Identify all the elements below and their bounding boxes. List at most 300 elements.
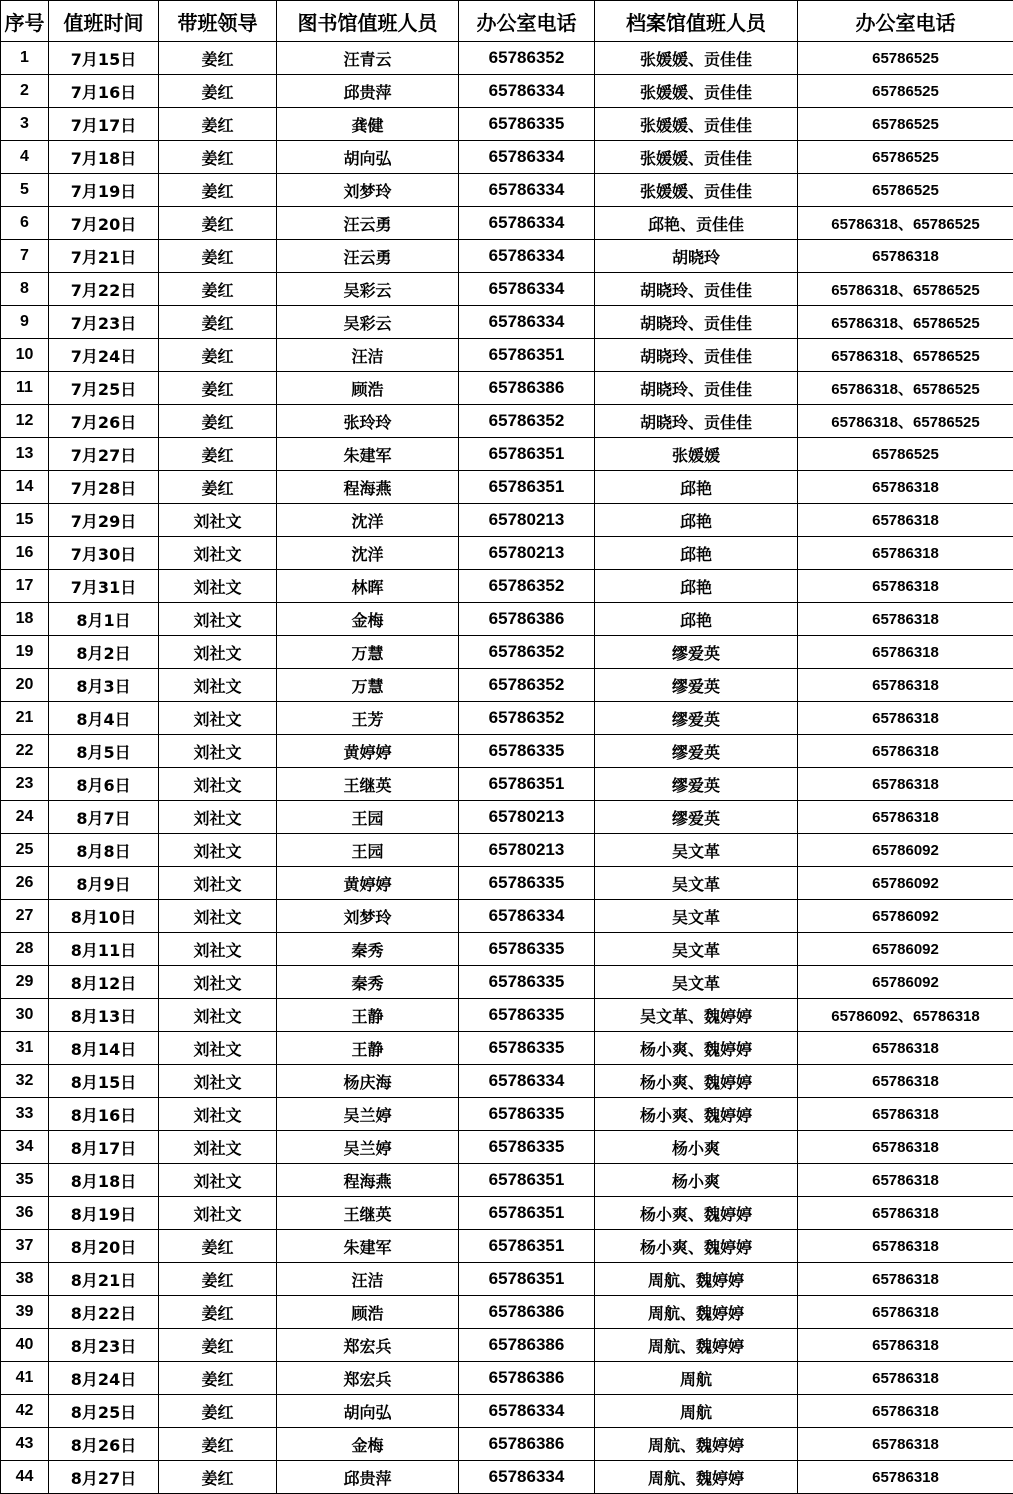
cell-archive-phone: 65786525 <box>798 108 1013 141</box>
cell-duty-date: 8月19日 <box>49 1197 159 1230</box>
cell-lead: 姜红 <box>159 141 277 174</box>
header-archive-staff: 档案馆值班人员 <box>595 1 798 42</box>
cell-lead: 刘社文 <box>159 1098 277 1131</box>
cell-seq: 10 <box>1 339 49 372</box>
table-row <box>1 405 1013 438</box>
cell-seq: 27 <box>1 900 49 933</box>
cell-library-phone: 65786351 <box>459 1230 595 1263</box>
table-row <box>1 1428 1013 1461</box>
cell-duty-date: 7月16日 <box>49 75 159 108</box>
cell-archive-staff: 杨小爽 <box>595 1131 798 1164</box>
cell-archive-phone: 65786318 <box>798 1164 1013 1197</box>
cell-library-staff: 黄婷婷 <box>277 867 459 900</box>
cell-library-staff: 程海燕 <box>277 471 459 504</box>
cell-seq: 36 <box>1 1197 49 1230</box>
table-row <box>1 273 1013 306</box>
cell-archive-staff: 张媛媛、贡佳佳 <box>595 141 798 174</box>
cell-library-staff: 王继英 <box>277 1197 459 1230</box>
cell-archive-staff: 缪爱英 <box>595 702 798 735</box>
table-row <box>1 207 1013 240</box>
cell-lead: 姜红 <box>159 372 277 405</box>
cell-archive-staff: 胡晓玲、贡佳佳 <box>595 405 798 438</box>
cell-seq: 44 <box>1 1461 49 1494</box>
header-row <box>1 1 1013 42</box>
cell-lead: 刘社文 <box>159 603 277 636</box>
cell-library-staff: 吴兰婷 <box>277 1131 459 1164</box>
table-row <box>1 240 1013 273</box>
cell-lead: 刘社文 <box>159 504 277 537</box>
cell-library-staff: 龚健 <box>277 108 459 141</box>
cell-library-staff: 林晖 <box>277 570 459 603</box>
cell-archive-staff: 邱艳 <box>595 603 798 636</box>
cell-archive-phone: 65786092 <box>798 867 1013 900</box>
cell-lead: 刘社文 <box>159 933 277 966</box>
cell-archive-phone: 65786318、65786525 <box>798 339 1013 372</box>
cell-duty-date: 8月25日 <box>49 1395 159 1428</box>
cell-lead: 姜红 <box>159 207 277 240</box>
header-archive-phone: 办公室电话 <box>798 1 1013 42</box>
cell-seq: 9 <box>1 306 49 339</box>
table-row <box>1 438 1013 471</box>
cell-duty-date: 7月28日 <box>49 471 159 504</box>
cell-archive-staff: 缪爱英 <box>595 801 798 834</box>
cell-library-staff: 汪云勇 <box>277 240 459 273</box>
cell-archive-phone: 65786318 <box>798 702 1013 735</box>
table-row <box>1 1032 1013 1065</box>
cell-archive-staff: 周航、魏婷婷 <box>595 1428 798 1461</box>
table-row <box>1 471 1013 504</box>
cell-library-phone: 65786386 <box>459 1296 595 1329</box>
cell-archive-staff: 杨小爽、魏婷婷 <box>595 1065 798 1098</box>
cell-archive-staff: 缪爱英 <box>595 669 798 702</box>
cell-duty-date: 7月23日 <box>49 306 159 339</box>
cell-seq: 28 <box>1 933 49 966</box>
table-row <box>1 966 1013 999</box>
cell-duty-date: 7月20日 <box>49 207 159 240</box>
table-row <box>1 1296 1013 1329</box>
cell-duty-date: 7月22日 <box>49 273 159 306</box>
cell-archive-staff: 缪爱英 <box>595 636 798 669</box>
cell-seq: 38 <box>1 1263 49 1296</box>
cell-archive-phone: 65786318、65786525 <box>798 273 1013 306</box>
cell-library-staff: 王静 <box>277 999 459 1032</box>
cell-library-staff: 吴彩云 <box>277 273 459 306</box>
cell-library-staff: 吴兰婷 <box>277 1098 459 1131</box>
table-row <box>1 1065 1013 1098</box>
cell-lead: 姜红 <box>159 1395 277 1428</box>
cell-duty-date: 7月31日 <box>49 570 159 603</box>
cell-library-staff: 朱建军 <box>277 1230 459 1263</box>
cell-library-phone: 65786386 <box>459 1362 595 1395</box>
cell-archive-phone: 65786318 <box>798 636 1013 669</box>
cell-library-phone: 65786351 <box>459 1164 595 1197</box>
cell-library-phone: 65786351 <box>459 1263 595 1296</box>
cell-library-phone: 65786334 <box>459 1395 595 1428</box>
cell-archive-phone: 65786318 <box>798 1395 1013 1428</box>
cell-duty-date: 7月26日 <box>49 405 159 438</box>
cell-archive-staff: 邱艳 <box>595 504 798 537</box>
cell-library-staff: 胡向弘 <box>277 141 459 174</box>
cell-duty-date: 8月4日 <box>49 702 159 735</box>
cell-duty-date: 7月17日 <box>49 108 159 141</box>
cell-lead: 刘社文 <box>159 636 277 669</box>
cell-archive-phone: 65786318 <box>798 801 1013 834</box>
cell-library-staff: 张玲玲 <box>277 405 459 438</box>
table-row <box>1 1263 1013 1296</box>
cell-library-staff: 顾浩 <box>277 1296 459 1329</box>
cell-archive-phone: 65786318 <box>798 1197 1013 1230</box>
cell-seq: 43 <box>1 1428 49 1461</box>
cell-seq: 15 <box>1 504 49 537</box>
cell-seq: 14 <box>1 471 49 504</box>
cell-duty-date: 7月24日 <box>49 339 159 372</box>
table-row <box>1 339 1013 372</box>
cell-library-staff: 汪洁 <box>277 1263 459 1296</box>
cell-library-staff: 刘梦玲 <box>277 900 459 933</box>
cell-duty-date: 8月11日 <box>49 933 159 966</box>
cell-archive-staff: 张媛媛、贡佳佳 <box>595 108 798 141</box>
cell-lead: 刘社文 <box>159 702 277 735</box>
cell-lead: 姜红 <box>159 306 277 339</box>
table-row <box>1 306 1013 339</box>
cell-archive-staff: 周航 <box>595 1395 798 1428</box>
cell-archive-staff: 张媛媛、贡佳佳 <box>595 42 798 75</box>
cell-lead: 姜红 <box>159 438 277 471</box>
cell-library-phone: 65786335 <box>459 867 595 900</box>
cell-archive-phone: 65786092 <box>798 933 1013 966</box>
cell-lead: 刘社文 <box>159 768 277 801</box>
cell-duty-date: 7月30日 <box>49 537 159 570</box>
cell-archive-staff: 邱艳 <box>595 537 798 570</box>
cell-seq: 1 <box>1 42 49 75</box>
table-row <box>1 1131 1013 1164</box>
cell-library-staff: 王继英 <box>277 768 459 801</box>
table-row <box>1 108 1013 141</box>
cell-archive-phone: 65786318 <box>798 240 1013 273</box>
cell-library-phone: 65780213 <box>459 504 595 537</box>
cell-archive-phone: 65786318 <box>798 1428 1013 1461</box>
cell-archive-staff: 胡晓玲、贡佳佳 <box>595 306 798 339</box>
cell-lead: 刘社文 <box>159 834 277 867</box>
cell-library-phone: 65786335 <box>459 999 595 1032</box>
cell-seq: 19 <box>1 636 49 669</box>
cell-library-staff: 邱贵萍 <box>277 75 459 108</box>
cell-archive-phone: 65786318 <box>798 1461 1013 1494</box>
table-row <box>1 537 1013 570</box>
cell-archive-phone: 65786318 <box>798 1362 1013 1395</box>
cell-duty-date: 7月27日 <box>49 438 159 471</box>
cell-seq: 37 <box>1 1230 49 1263</box>
cell-library-phone: 65786351 <box>459 768 595 801</box>
cell-seq: 11 <box>1 372 49 405</box>
cell-seq: 25 <box>1 834 49 867</box>
cell-lead: 刘社文 <box>159 1131 277 1164</box>
header-library-staff: 图书馆值班人员 <box>277 1 459 42</box>
table-row <box>1 1197 1013 1230</box>
cell-seq: 29 <box>1 966 49 999</box>
cell-duty-date: 7月19日 <box>49 174 159 207</box>
cell-archive-phone: 65786318 <box>798 1263 1013 1296</box>
cell-lead: 刘社文 <box>159 1197 277 1230</box>
cell-library-phone: 65786334 <box>459 900 595 933</box>
cell-duty-date: 8月7日 <box>49 801 159 834</box>
header-lead: 带班领导 <box>159 1 277 42</box>
cell-library-staff: 杨庆海 <box>277 1065 459 1098</box>
cell-archive-phone: 65786318 <box>798 768 1013 801</box>
cell-library-phone: 65786351 <box>459 471 595 504</box>
cell-library-phone: 65780213 <box>459 801 595 834</box>
cell-archive-staff: 张媛媛 <box>595 438 798 471</box>
cell-library-staff: 郑宏兵 <box>277 1362 459 1395</box>
cell-library-phone: 65786335 <box>459 1032 595 1065</box>
cell-archive-staff: 周航、魏婷婷 <box>595 1461 798 1494</box>
cell-lead: 姜红 <box>159 1362 277 1395</box>
cell-archive-phone: 65786092 <box>798 966 1013 999</box>
cell-seq: 22 <box>1 735 49 768</box>
table-row <box>1 1230 1013 1263</box>
cell-archive-staff: 杨小爽 <box>595 1164 798 1197</box>
cell-duty-date: 8月20日 <box>49 1230 159 1263</box>
cell-library-staff: 沈洋 <box>277 504 459 537</box>
cell-library-phone: 65786352 <box>459 669 595 702</box>
cell-archive-staff: 胡晓玲、贡佳佳 <box>595 372 798 405</box>
table-header <box>1 1 1013 42</box>
header-seq: 序号 <box>1 1 49 42</box>
cell-archive-phone: 65786318 <box>798 570 1013 603</box>
cell-seq: 32 <box>1 1065 49 1098</box>
cell-lead: 姜红 <box>159 339 277 372</box>
cell-library-staff: 顾浩 <box>277 372 459 405</box>
cell-duty-date: 7月18日 <box>49 141 159 174</box>
cell-lead: 刘社文 <box>159 867 277 900</box>
cell-lead: 姜红 <box>159 1461 277 1494</box>
table-row <box>1 603 1013 636</box>
table-row <box>1 801 1013 834</box>
cell-library-phone: 65786334 <box>459 1461 595 1494</box>
cell-lead: 刘社文 <box>159 966 277 999</box>
cell-seq: 42 <box>1 1395 49 1428</box>
table-body <box>1 42 1013 1494</box>
cell-archive-phone: 65786318 <box>798 669 1013 702</box>
cell-library-phone: 65786351 <box>459 438 595 471</box>
cell-lead: 姜红 <box>159 1230 277 1263</box>
cell-lead: 姜红 <box>159 471 277 504</box>
cell-seq: 4 <box>1 141 49 174</box>
cell-archive-staff: 周航、魏婷婷 <box>595 1296 798 1329</box>
cell-duty-date: 8月24日 <box>49 1362 159 1395</box>
cell-library-phone: 65786352 <box>459 702 595 735</box>
table-row <box>1 1362 1013 1395</box>
cell-library-staff: 汪云勇 <box>277 207 459 240</box>
cell-archive-staff: 周航、魏婷婷 <box>595 1329 798 1362</box>
table-row <box>1 669 1013 702</box>
table-row <box>1 702 1013 735</box>
cell-lead: 刘社文 <box>159 1164 277 1197</box>
cell-lead: 姜红 <box>159 1428 277 1461</box>
table-row <box>1 867 1013 900</box>
cell-library-staff: 郑宏兵 <box>277 1329 459 1362</box>
cell-lead: 刘社文 <box>159 1032 277 1065</box>
cell-archive-staff: 周航、魏婷婷 <box>595 1263 798 1296</box>
cell-lead: 姜红 <box>159 240 277 273</box>
cell-lead: 刘社文 <box>159 1065 277 1098</box>
cell-lead: 姜红 <box>159 108 277 141</box>
cell-seq: 18 <box>1 603 49 636</box>
table-row <box>1 504 1013 537</box>
cell-library-phone: 65786334 <box>459 1065 595 1098</box>
cell-seq: 13 <box>1 438 49 471</box>
cell-seq: 20 <box>1 669 49 702</box>
table-row <box>1 174 1013 207</box>
header-library-phone: 办公室电话 <box>459 1 595 42</box>
cell-library-phone: 65786335 <box>459 735 595 768</box>
cell-library-staff: 秦秀 <box>277 933 459 966</box>
cell-library-staff: 王芳 <box>277 702 459 735</box>
cell-archive-staff: 杨小爽、魏婷婷 <box>595 1230 798 1263</box>
cell-archive-phone: 65786092 <box>798 900 1013 933</box>
cell-library-phone: 65786352 <box>459 405 595 438</box>
table-row <box>1 141 1013 174</box>
cell-library-staff: 万慧 <box>277 669 459 702</box>
cell-seq: 40 <box>1 1329 49 1362</box>
cell-seq: 7 <box>1 240 49 273</box>
cell-library-phone: 65786335 <box>459 108 595 141</box>
cell-library-phone: 65780213 <box>459 834 595 867</box>
cell-archive-phone: 65786318、65786525 <box>798 207 1013 240</box>
cell-library-staff: 汪洁 <box>277 339 459 372</box>
cell-library-phone: 65786334 <box>459 207 595 240</box>
cell-archive-phone: 65786318 <box>798 1230 1013 1263</box>
cell-duty-date: 8月15日 <box>49 1065 159 1098</box>
cell-library-phone: 65786335 <box>459 1131 595 1164</box>
cell-archive-phone: 65786318 <box>798 735 1013 768</box>
cell-duty-date: 8月9日 <box>49 867 159 900</box>
cell-archive-staff: 邱艳 <box>595 471 798 504</box>
cell-archive-phone: 65786092 <box>798 834 1013 867</box>
cell-archive-staff: 张媛媛、贡佳佳 <box>595 174 798 207</box>
table-row <box>1 372 1013 405</box>
cell-lead: 姜红 <box>159 1296 277 1329</box>
cell-library-phone: 65786334 <box>459 240 595 273</box>
cell-archive-phone: 65786525 <box>798 42 1013 75</box>
cell-archive-phone: 65786318 <box>798 1329 1013 1362</box>
cell-library-staff: 金梅 <box>277 603 459 636</box>
cell-archive-staff: 吴文革 <box>595 867 798 900</box>
cell-seq: 35 <box>1 1164 49 1197</box>
cell-library-staff: 金梅 <box>277 1428 459 1461</box>
cell-seq: 39 <box>1 1296 49 1329</box>
cell-duty-date: 7月15日 <box>49 42 159 75</box>
cell-seq: 33 <box>1 1098 49 1131</box>
cell-duty-date: 8月18日 <box>49 1164 159 1197</box>
cell-lead: 刘社文 <box>159 900 277 933</box>
cell-archive-phone: 65786318 <box>798 603 1013 636</box>
cell-duty-date: 8月10日 <box>49 900 159 933</box>
cell-library-phone: 65786352 <box>459 636 595 669</box>
table-row <box>1 570 1013 603</box>
cell-duty-date: 8月12日 <box>49 966 159 999</box>
cell-archive-phone: 65786525 <box>798 141 1013 174</box>
cell-duty-date: 7月21日 <box>49 240 159 273</box>
cell-archive-staff: 杨小爽、魏婷婷 <box>595 1032 798 1065</box>
cell-archive-staff: 周航 <box>595 1362 798 1395</box>
cell-lead: 姜红 <box>159 405 277 438</box>
cell-library-phone: 65786352 <box>459 42 595 75</box>
cell-library-phone: 65786334 <box>459 75 595 108</box>
cell-library-staff: 王园 <box>277 801 459 834</box>
cell-archive-phone: 65786318 <box>798 1098 1013 1131</box>
cell-library-staff: 刘梦玲 <box>277 174 459 207</box>
cell-archive-staff: 缪爱英 <box>595 768 798 801</box>
cell-archive-staff: 吴文革、魏婷婷 <box>595 999 798 1032</box>
cell-duty-date: 8月22日 <box>49 1296 159 1329</box>
table-row <box>1 75 1013 108</box>
cell-duty-date: 8月23日 <box>49 1329 159 1362</box>
table-row <box>1 1098 1013 1131</box>
cell-duty-date: 8月8日 <box>49 834 159 867</box>
cell-archive-staff: 吴文革 <box>595 900 798 933</box>
cell-library-staff: 万慧 <box>277 636 459 669</box>
cell-library-staff: 邱贵萍 <box>277 1461 459 1494</box>
cell-seq: 17 <box>1 570 49 603</box>
table-row <box>1 1461 1013 1494</box>
cell-seq: 16 <box>1 537 49 570</box>
cell-lead: 姜红 <box>159 1263 277 1296</box>
cell-duty-date: 8月13日 <box>49 999 159 1032</box>
cell-library-phone: 65786334 <box>459 141 595 174</box>
cell-library-phone: 65786335 <box>459 1098 595 1131</box>
cell-library-staff: 汪青云 <box>277 42 459 75</box>
cell-archive-staff: 张媛媛、贡佳佳 <box>595 75 798 108</box>
cell-library-phone: 65786351 <box>459 1197 595 1230</box>
cell-seq: 24 <box>1 801 49 834</box>
cell-archive-staff: 杨小爽、魏婷婷 <box>595 1197 798 1230</box>
cell-lead: 刘社文 <box>159 735 277 768</box>
cell-archive-phone: 65786318 <box>798 504 1013 537</box>
cell-library-phone: 65786386 <box>459 1428 595 1461</box>
cell-seq: 3 <box>1 108 49 141</box>
cell-archive-phone: 65786525 <box>798 174 1013 207</box>
cell-library-staff: 秦秀 <box>277 966 459 999</box>
cell-library-staff: 王静 <box>277 1032 459 1065</box>
cell-library-staff: 程海燕 <box>277 1164 459 1197</box>
cell-archive-phone: 65786318 <box>798 471 1013 504</box>
cell-duty-date: 8月21日 <box>49 1263 159 1296</box>
cell-lead: 姜红 <box>159 42 277 75</box>
cell-seq: 5 <box>1 174 49 207</box>
cell-seq: 31 <box>1 1032 49 1065</box>
cell-duty-date: 7月29日 <box>49 504 159 537</box>
cell-duty-date: 8月2日 <box>49 636 159 669</box>
cell-duty-date: 8月1日 <box>49 603 159 636</box>
table-row <box>1 900 1013 933</box>
cell-archive-staff: 邱艳 <box>595 570 798 603</box>
cell-library-phone: 65786334 <box>459 174 595 207</box>
cell-duty-date: 8月6日 <box>49 768 159 801</box>
table-row <box>1 933 1013 966</box>
cell-archive-staff: 杨小爽、魏婷婷 <box>595 1098 798 1131</box>
table-row <box>1 735 1013 768</box>
cell-library-phone: 65786352 <box>459 570 595 603</box>
cell-seq: 34 <box>1 1131 49 1164</box>
cell-archive-phone: 65786318 <box>798 1065 1013 1098</box>
cell-archive-phone: 65786525 <box>798 438 1013 471</box>
cell-archive-phone: 65786318、65786525 <box>798 306 1013 339</box>
cell-lead: 姜红 <box>159 273 277 306</box>
cell-lead: 姜红 <box>159 1329 277 1362</box>
cell-seq: 23 <box>1 768 49 801</box>
header-duty-date: 值班时间 <box>49 1 159 42</box>
